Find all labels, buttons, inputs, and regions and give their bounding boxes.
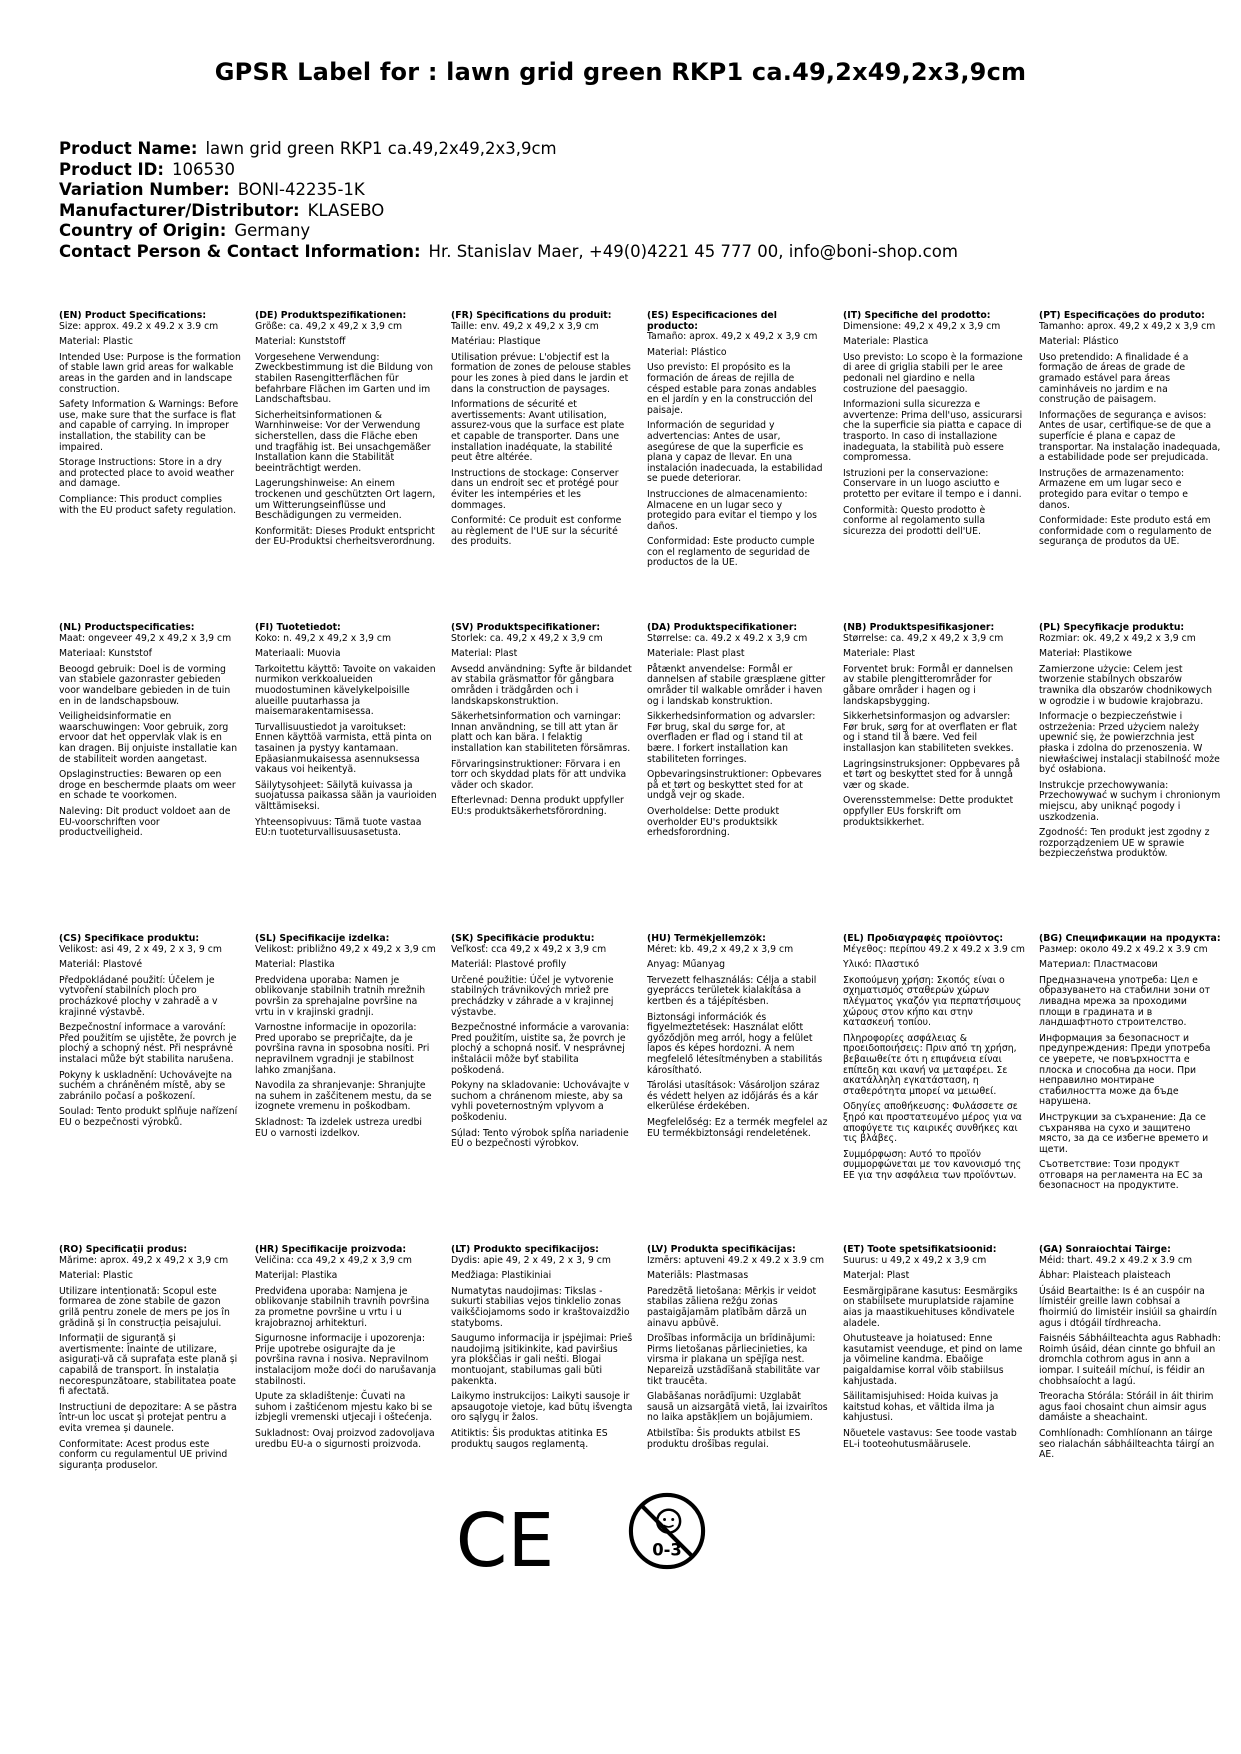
section-paragraph: Συμμόρφωση: Αυτό το προϊόν συμμορφώνεται με τον κανονισμό της ΕΕ για την ασφάλεια των προϊόντων.	[843, 1148, 1022, 1181]
language-section	[59, 1245, 241, 1476]
section-paragraph: Opbevaringsinstruktioner: Opbevares på et tørt og beskyttet sted for at undgå vejr og skade.	[647, 769, 822, 802]
section-paragraph: Dydis: apie 49, 2 x 49, 2 x 3, 9 cm	[451, 1254, 611, 1266]
section-heading: (HR) Specifikacije proizvoda:	[255, 1245, 407, 1255]
section-paragraph: Conformitate: Acest produs este conform cu regulamentul UE privind siguranța produselor.	[59, 1438, 228, 1471]
info-label: Product ID:	[59, 159, 164, 179]
info-value: Germany	[234, 221, 311, 240]
section-paragraph: Materiál: Plastové	[59, 959, 143, 971]
language-section	[843, 623, 1025, 833]
language-section	[255, 311, 437, 553]
section-paragraph: Instrucciones de almacenamiento: Almacene en un lugar seco y protegido para evitar el tiempo y los daños.	[647, 488, 817, 532]
product-info	[59, 139, 958, 262]
not-for-children-0-3-icon	[626, 1490, 708, 1572]
section-paragraph: Určené použitie: Účel je vytvorenie stabilných trávnikových mriež pre prechádzky v záhrade a v krajinnej výstavbe.	[451, 974, 614, 1018]
section-paragraph: Bezpečnostné informácie a varovania: Pred použitím, uistite sa, že povrch je plochý a schopná nosiť. V nesprávnej inštalácii môže byť stabilita poškodená.	[451, 1022, 630, 1076]
section-paragraph: Anyag: Műanyag	[647, 959, 726, 971]
language-section	[1039, 1245, 1221, 1466]
section-paragraph: Υλικό: Πλαστικό	[843, 959, 920, 971]
info-label: Country of Origin:	[59, 221, 227, 240]
section-paragraph: Størrelse: ca. 49,2 x 49,2 x 3,9 cm	[843, 632, 1004, 644]
ce-mark-icon	[455, 1504, 555, 1574]
section-paragraph: Размер: около 49.2 x 49.2 x 3.9 cm	[1039, 943, 1208, 955]
section-paragraph: Ábhar: Plaisteach plaisteach	[1039, 1270, 1171, 1282]
section-paragraph: Varnostne informacije in opozorila: Pred uporabo se prepričajte, da je površina ravna in sposobna nositi. Pri nepravilnem vgradnji je stabilnost lahko zmanjšana.	[255, 1022, 430, 1076]
section-paragraph: Treoracha Stórála: Stóráil in áit thirim agus faoi chosaint chun aimsir agus damáiste a sheachaint.	[1039, 1391, 1214, 1424]
section-paragraph: Beoogd gebruik: Doel is de vorming van stabiele gazonraster gebieden voor wandelbare gebieden in de tuin en in de landschapsbouw.	[59, 663, 231, 707]
language-section	[255, 1245, 437, 1455]
section-paragraph: Istruzioni per la conservazione: Conservare in un luogo asciutto e protetto per evitare il tempo e i danni.	[843, 467, 1022, 500]
section-heading: (NL) Productspecificaties:	[59, 623, 195, 633]
language-section	[59, 311, 241, 521]
section-paragraph: Информация за безопасност и предупреждения: Преди употреба се уверете, че повърхността е плоска и способна да носи. При неправилно монтиране стабилността може да бъде нарушена.	[1039, 1032, 1211, 1108]
age-range-text: 0-3	[652, 1540, 682, 1560]
section-paragraph: Utilizare intenționată: Scopul este formarea de zone stabile de gazon grilă pentru zonele de mers pe jos în grădină și în construcția peisajului.	[59, 1285, 230, 1329]
section-paragraph: Opslaginstructies: Bewaren op een droge en beschermde plaats om weer en schade te voorkomen.	[59, 769, 236, 802]
section-paragraph: Nõuetele vastavus: See toode vastab EL-i tooteohutusmäärusele.	[843, 1427, 1017, 1450]
section-paragraph: Laikymo instrukcijos: Laikyti sausoje ir apsaugotoje vietoje, kad būtų išvengta oro sąlygų ir žalos.	[451, 1391, 633, 1424]
section-paragraph: Vorgesehene Verwendung: Zweckbestimmung ist die Bildung von stabilen Rasengitterflächen für befahrbare Flächen im Garten und im Landschaftsbau.	[255, 351, 433, 406]
section-paragraph: Materjal: Plast	[843, 1270, 910, 1282]
section-paragraph: Πληροφορίες ασφάλειας & προειδοποιήσεις: Πριν από τη χρήση, βεβαιωθείτε ότι η επιφάνεια είναι επίπεδη και ικανή να μεταφέρει. Σε ακατάλληλη εγκατάσταση, η σταθερότητα μπορεί να μειωθεί.	[843, 1032, 1017, 1097]
section-paragraph: Tárolási utasítások: Vásároljon száraz és védett helyen az időjárás és a kár elkerülése érdekében.	[647, 1080, 820, 1113]
compliance-marks	[0, 1482, 1241, 1592]
section-paragraph: Veiligheidsinformatie en waarschuwingen: Voor gebruik, zorg ervoor dat het oppervlak vlak is en kan dragen. Bij onjuiste installatie kan de stabiliteit worden aangetast.	[59, 711, 238, 765]
section-heading: (PT) Especificações do produto:	[1039, 311, 1205, 321]
info-country	[59, 221, 958, 242]
section-heading: (SK) Špecifikácie produktu:	[451, 934, 595, 944]
section-paragraph: Instrucțiuni de depozitare: A se păstra într-un loc uscat și protejat pentru a evita vremea și daunele.	[59, 1401, 237, 1434]
section-paragraph: Lagerungshinweise: An einem trockenen und geschützten Ort lagern, um Witterungseinflüsse und Beschädigungen zu vermeiden.	[255, 478, 436, 522]
section-paragraph: Materiale: Plastica	[843, 336, 929, 348]
language-section	[647, 623, 829, 844]
section-paragraph: Navodila za shranjevanje: Shranjujte na suhem in zaščitenem mestu, da se izognete vremenu in poškodbam.	[255, 1080, 432, 1113]
section-heading: (PL) Specyfikacje produktu:	[1039, 623, 1185, 633]
section-paragraph: Predviđena uporaba: Namjena je oblikovanje stabilnih travnih površina za prometne površine u vrtu i u krajobraznoj arhitekturi.	[255, 1285, 430, 1329]
language-section	[59, 934, 241, 1134]
section-paragraph: Atitiktis: Šis produktas atitinka ES produktų saugos reglamentą.	[451, 1427, 608, 1450]
section-paragraph: Maat: ongeveer 49,2 x 49,2 x 3,9 cm	[59, 632, 232, 644]
section-paragraph: Størrelse: ca. 49.2 x 49.2 x 3,9 cm	[647, 632, 808, 644]
info-manufacturer	[59, 201, 958, 222]
section-paragraph: Medžiaga: Plastikiniai	[451, 1270, 552, 1282]
section-heading: (SL) Specifikacije izdelka:	[255, 934, 390, 944]
section-paragraph: Предназначена употреба: Цел е образуването на стабилни зони от ливадна мрежа за проходими площи в градината и в ландшафтното строителство.	[1039, 974, 1211, 1029]
section-heading: (ET) Toote spetsifikatsioonid:	[843, 1245, 997, 1255]
section-paragraph: Yhteensopivuus: Tämä tuote vastaa EU:n tuoteturvallisuusasetusta.	[255, 816, 422, 839]
section-paragraph: Sukladnost: Ovaj proizvod zadovoljava uredbu EU-a o sigurnosti proizvoda.	[255, 1427, 435, 1450]
section-heading: (NB) Produktspesifikasjoner:	[843, 623, 995, 633]
section-paragraph: Dimensione: 49,2 x 49,2 x 3,9 cm	[843, 320, 1001, 332]
section-paragraph: Compliance: This product complies with the EU product safety regulation.	[59, 493, 237, 516]
language-section	[255, 934, 437, 1144]
section-paragraph: Materiaal: Kunststof	[59, 648, 152, 660]
section-paragraph: Uso pretendido: A finalidade é a formação de áreas de grade de gramado estável para áreas caminháveis no jardim e na construção de paisagem.	[1039, 351, 1189, 406]
language-section	[843, 311, 1025, 542]
section-paragraph: Izmērs: aptuveni 49.2 x 49.2 x 3.9 cm	[647, 1254, 825, 1266]
section-paragraph: Utilisation prévue: L'objectif est la formation de zones de pelouse stables pour les zones à pied dans le jardin et dans la construction de paysages.	[451, 351, 631, 395]
section-paragraph: Intended Use: Purpose is the formation of stable lawn grid areas for walkable areas in the garden and in landscape construction.	[59, 351, 241, 395]
section-paragraph: Material: Plástico	[1039, 336, 1119, 348]
info-product-id	[59, 160, 958, 181]
section-paragraph: Méid: thart. 49.2 x 49.2 x 3.9 cm	[1039, 1254, 1193, 1266]
section-paragraph: Glabāšanas norādījumi: Uzglabāt sausā un aizsargātā vietā, lai izvairītos no laika apstākļiem un bojājumiem.	[647, 1391, 828, 1424]
info-variation-number	[59, 180, 958, 201]
language-section	[843, 1245, 1025, 1455]
section-paragraph: Informações de segurança e avisos: Antes de usar, certifique-se de que a superfície é plana e capaz de transportar. Na instalação inadequada, a estabilidade pode ser prejudicada.	[1039, 409, 1221, 464]
section-paragraph: Taille: env. 49,2 x 49,2 x 3,9 cm	[451, 320, 599, 332]
info-contact	[59, 242, 958, 263]
section-paragraph: Velikost: približno 49,2 x 49,2 x 3,9 cm	[255, 943, 436, 955]
section-paragraph: Material: Plastika	[255, 959, 335, 971]
section-paragraph: Инструкции за съхранение: Да се съхранява на сухо и защитено място, за да се избегне времето и щети.	[1039, 1111, 1209, 1155]
section-heading: (RO) Specificații produs:	[59, 1245, 188, 1255]
section-paragraph: Avsedd användning: Syfte är bildandet av stabila gräsmattor för gångbara områden i trädgården och i landskapskonstruktion.	[451, 663, 632, 707]
section-paragraph: Instructions de stockage: Conserver dans un endroit sec et protégé pour éviter les intempéries et les dommages.	[451, 467, 619, 511]
section-paragraph: Tamanho: aprox. 49,2 x 49,2 x 3,9 cm	[1039, 320, 1216, 332]
section-paragraph: Pokyny k uskladnění: Uchovávejte na suchém a chráněném místě, aby se zabránilo počasí a poškození.	[59, 1069, 233, 1102]
section-paragraph: Påtænkt anvendelse: Formål er dannelsen af stabile græsplæne gitter områder til walkable områder i haven og i landskab konstruktion.	[647, 663, 826, 707]
section-paragraph: Storlek: ca. 49,2 x 49,2 x 3,9 cm	[451, 632, 603, 644]
info-label: Contact Person & Contact Information:	[59, 241, 421, 261]
section-paragraph: Súlad: Tento výrobok spĺňa nariadenie EÚ o bezpečnosti výrobkov.	[451, 1127, 629, 1150]
section-paragraph: Οδηγίες αποθήκευσης: Φυλάσσετε σε ξηρό και προστατευμένο μέρος για να αποφύγετε τις καιρικές συνθήκες και τις βλάβες.	[843, 1101, 1022, 1145]
language-section	[451, 934, 633, 1155]
info-label: Variation Number:	[59, 180, 230, 199]
language-section	[647, 1245, 829, 1455]
section-paragraph: Rozmiar: ok. 49,2 x 49,2 x 3,9 cm	[1039, 632, 1196, 644]
section-paragraph: Säilytysohjeet: Säilytä kuivassa ja suojatussa paikassa sään ja vaurioiden välttämiseksi.	[255, 779, 437, 812]
section-heading: (GA) Sonraíochtaí Táirge:	[1039, 1245, 1171, 1255]
section-paragraph: Overholdelse: Dette produkt overholder EU's produktsikk erhedsforordning.	[647, 805, 780, 839]
info-value: BONI-42235-1K	[237, 180, 365, 199]
section-paragraph: Conformidad: Este producto cumple con el reglamento de seguridad de productos de la UE.	[647, 536, 815, 569]
section-paragraph: Säkerhetsinformation och varningar: Innan användning, se till att ytan är platt och kan bära. I felaktig installation kan stabiliteten försämras.	[451, 711, 631, 754]
section-paragraph: Материал: Пластмасови	[1039, 959, 1158, 971]
info-label: Manufacturer/Distributor:	[59, 200, 300, 220]
section-paragraph: Materiał: Plastikowe	[1039, 648, 1132, 660]
section-paragraph: Tervezett felhasználás: Célja a stabil gyepráccs területek kialakítása a kertben és a tájépítésben.	[647, 974, 817, 1007]
section-paragraph: Drošības informācija un brīdinājumi: Pirms lietošanas pārliecinieties, ka virsma ir plakana un spējīga nest. Nepareizā uzstādīšanā stabilitāte var tikt traucēta.	[647, 1333, 820, 1387]
section-paragraph: Megfelelőség: Ez a termék megfelel az EU termékbiztonsági rendeletének.	[647, 1116, 828, 1139]
section-paragraph: Faisnéis Sábháilteachta agus Rabhadh: Roimh úsáid, déan cinnte go bhfuil an dromchla cothrom agus in ann a iompar. I suiteáil míchuí, is féidir an chobhsaíocht a lagú.	[1039, 1333, 1221, 1387]
section-paragraph: Matériau: Plastique	[451, 336, 541, 348]
section-paragraph: Material: Plastic	[59, 1270, 133, 1282]
info-value: KLASEBO	[307, 200, 385, 220]
info-product-name	[59, 139, 958, 160]
section-paragraph: Material: Plast	[451, 648, 518, 660]
section-heading: (SV) Produktspecifikationer:	[451, 623, 601, 633]
section-paragraph: Materiaali: Muovia	[255, 648, 341, 660]
section-paragraph: Säilitamisjuhised: Hoida kuivas ja kaitstud kohas, et vältida ilma ja kahjustusi.	[843, 1391, 999, 1424]
section-paragraph: Förvaringsinstruktioner: Förvara i en torr och skyddad plats för att undvika väder och skador.	[451, 758, 627, 791]
ce-mark-text: CE	[455, 1504, 555, 1574]
section-paragraph: Conformidade: Este produto está em conformidade com o regulamento de segurança de produtos da UE.	[1039, 515, 1212, 548]
section-paragraph: Informacje o bezpieczeństwie i ostrzeżenia: Przed użyciem należy upewnić się, że powierzchnia jest płaska i zdolna do przenoszenia. W niewłaściwej instalacji stabilność może być osłabiona.	[1039, 711, 1220, 776]
section-paragraph: Comhlíonadh: Comhlíonann an táirge seo rialachán sábháilteachta táirgí an AE.	[1039, 1427, 1215, 1461]
section-paragraph: Uso previsto: El propósito es la formación de áreas de rejilla de césped estable para zonas andables en el jardín y en la construcción del paisaje.	[647, 362, 817, 416]
section-heading: (FI) Tuotetiedot:	[255, 623, 341, 633]
section-paragraph: Informations de sécurité et avertissements: Avant utilisation, assurez-vous que la surface est plate et capable de transporter. Dans une installation inadéquate, la stabilité peut être altérée.	[451, 399, 625, 464]
section-paragraph: Předpokládané použití: Účelem je vytvoření stabilních ploch pro procházkové plochy v zahradě a v krajinné výstavbě.	[59, 974, 218, 1018]
section-heading: (HU) Termékjellemzők:	[647, 934, 766, 944]
section-paragraph: Upute za skladištenje: Čuvati na suhom i zaštićenom mjestu kako bi se izbjegli vremenski utjecaji i oštećenja.	[255, 1391, 433, 1424]
section-heading: (CS) Specifikace produktu:	[59, 934, 200, 944]
section-paragraph: Materiale: Plast	[843, 648, 915, 660]
section-paragraph: Materiāls: Plastmasas	[647, 1270, 749, 1282]
section-paragraph: Veličina: cca 49,2 x 49,2 x 3,9 cm	[255, 1254, 412, 1266]
section-paragraph: Informații de siguranță și avertismente: Înainte de utilizare, asigurați-vă că suprafața este plană și capabilă de transport. În instalația necorespunzătoare, stabilitatea poate fi afectată.	[59, 1333, 238, 1398]
section-heading: (LT) Produkto specifikacijos:	[451, 1245, 599, 1255]
section-paragraph: Konformität: Dieses Produkt entspricht der EU-Produktsi cherheitsverordnung.	[255, 525, 436, 548]
section-paragraph: Suurus: u 49,2 x 49,2 x 3,9 cm	[843, 1254, 987, 1266]
info-value: 106530	[171, 159, 235, 179]
section-paragraph: Overensstemmelse: Dette produktet oppfyller EUs forskrift om produktsikkerhet.	[843, 795, 1014, 828]
section-paragraph: Koko: n. 49,2 x 49,2 x 3,9 cm	[255, 632, 392, 644]
section-paragraph: Material: Plástico	[647, 346, 727, 358]
section-paragraph: Material: Plastic	[59, 336, 133, 348]
section-heading: (EN) Product Specifications:	[59, 311, 207, 321]
language-section	[647, 934, 829, 1144]
section-paragraph: Съответствие: Този продукт отговаря на регламента на ЕС за безопасност на продуктите.	[1039, 1159, 1203, 1192]
section-paragraph: Material: Kunststoff	[255, 336, 346, 348]
language-section	[451, 1245, 633, 1455]
section-paragraph: Ohutusteave ja hoiatused: Enne kasutamist veenduge, et pind on lame ja võimeline kandma. Ebaõige paigaldamise korral võib stabiilsus kahjustada.	[843, 1333, 1023, 1387]
section-paragraph: Méret: kb. 49,2 x 49,2 x 3,9 cm	[647, 943, 794, 955]
section-paragraph: Sicherheitsinformationen & Warnhinweise: Vor der Verwendung sicherstellen, dass die Fläche eben und tragfähig ist. Bei unsachgemäßer Installation kann die Stabilität beeinträchtigt werden.	[255, 409, 431, 474]
section-paragraph: Sigurnosne informacije i upozorenja: Prije upotrebe osigurajte da je površina ravna i nosiva. Nepravilnom instalacijom može doći do narušavanja stabilnosti.	[255, 1333, 437, 1387]
section-paragraph: Pokyny na skladovanie: Uchovávajte v suchom a chránenom mieste, aby sa vyhli poveternostným vplyvom a poškodeniu.	[451, 1080, 630, 1123]
section-heading: (IT) Specifiche del prodotto:	[843, 311, 991, 321]
section-paragraph: Soulad: Tento produkt splňuje nařízení EU o bezpečnosti výrobků.	[59, 1106, 238, 1128]
language-section	[647, 311, 829, 574]
section-paragraph: Skladnost: Ta izdelek ustreza uredbi EU o varnosti izdelkov.	[255, 1116, 423, 1139]
language-section	[255, 623, 437, 844]
section-paragraph: Información de seguridad y advertencias: Antes de usar, asegúrese de que la superficie es plana y capaz de llevar. En una instalación inadecuada, la estabilidad se puede deteriorar.	[647, 420, 823, 485]
language-section	[1039, 311, 1221, 553]
section-paragraph: Lagringsinstruksjoner: Oppbevares på et tørt og beskyttet sted for å unngå vær og skade.	[843, 758, 1021, 791]
info-value: lawn grid green RKP1 ca.49,2x49,2x3,9cm	[205, 139, 557, 158]
section-paragraph: Paredzētā lietošana: Mērķis ir veidot stabilas zālienа režģu zonas pastaigājamām platībām dārzā un ainavu apbūvē.	[647, 1285, 817, 1329]
section-paragraph: Zgodność: Ten produkt jest zgodny z rozporządzeniem UE w sprawie bezpieczeństwa produktów.	[1039, 827, 1210, 860]
section-paragraph: Storage Instructions: Store in a dry and protected place to avoid weather and damage.	[59, 457, 235, 490]
section-paragraph: Zamierzone użycie: Celem jest tworzenie stabilnych obszarów trawnika dla obszarów chodnikowych w ogrodzie i w budowie krajobrazu.	[1039, 663, 1213, 707]
section-paragraph: Predvidena uporaba: Namen je oblikovanje stabilnih tratnih mrežnih površin za sprehajalne površine na vrtu in v krajinski gradnji.	[255, 974, 426, 1018]
language-section	[59, 623, 241, 844]
section-paragraph: Σκοπούμενη χρήση: Σκοπός είναι ο σχηματισμός σταθερών χώρων πλέγματος γκαζόν για περπατήσιμους χώρους στον κήπο και στην κατασκευή τοπίου.	[843, 974, 1022, 1029]
language-section	[451, 311, 633, 553]
section-paragraph: Instruções de armazenamento: Armazene em um lugar seco e protegido para evitar o tempo e danos.	[1039, 467, 1188, 511]
section-heading: (BG) Спецификации на продукта:	[1039, 934, 1221, 944]
section-paragraph: Atbilstība: Šis produkts atbilst ES produktu drošības regulai.	[647, 1427, 801, 1450]
section-paragraph: Size: approx. 49.2 x 49.2 x 3.9 cm	[59, 320, 219, 332]
section-paragraph: Úsáid Beartaithe: Is é an cuspóir na límistéir greille lawn cobhsaí a fhoirmiú do limistéir insiúil sa ghairdín agus i dtógáil tírdhreacha.	[1039, 1285, 1218, 1329]
section-paragraph: Saugumo informacija ir įspėjimai: Prieš naudojimą įsitikinkite, kad paviršius yra plokščias ir gali nešti. Blogai montuojant, stabilumas gali būti pakenkta.	[451, 1333, 633, 1387]
section-paragraph: Biztonsági információk és figyelmeztetések: Használat előtt győződjön meg arról, hogy a felület lapos és képes hordozni. A nem megfelelő létesítményben a stabilitás károsítható.	[647, 1011, 823, 1076]
section-paragraph: Instrukcje przechowywania: Przechowywać w suchym i chronionym miejscu, aby uniknąć pogody i uszkodzenia.	[1039, 779, 1221, 823]
section-paragraph: Turvallisuustiedot ja varoitukset: Ennen käyttöä varmista, että pinta on tasainen ja pystyy kantamaan. Epäasianmukaisessa asennuksessa vakaus voi heikentyä.	[255, 721, 432, 776]
language-section	[1039, 623, 1221, 865]
info-label: Product Name:	[59, 139, 198, 158]
section-paragraph: Naleving: Dit product voldoet aan de EU-voorschriften voor productveiligheid.	[59, 805, 231, 839]
section-paragraph: Conformité: Ce produit est conforme au règlement de l'UE sur la sécurité des produits.	[451, 515, 622, 548]
page-title: GPSR Label for : lawn grid green RKP1 ca.49,2x49,2x3,9cm	[214, 58, 1027, 86]
language-section	[451, 623, 633, 823]
section-paragraph: Μέγεθος: περίπου 49.2 x 49.2 x 3.9 cm	[843, 943, 1025, 955]
section-paragraph: Größe: ca. 49,2 x 49,2 x 3,9 cm	[255, 320, 403, 332]
section-paragraph: Mărime: aprox. 49,2 x 49,2 x 3,9 cm	[59, 1254, 229, 1266]
section-paragraph: Materiál: Plastové profily	[451, 959, 567, 971]
section-paragraph: Conformità: Questo prodotto è conforme al regolamento sulla sicurezza dei prodotti dell'UE.	[843, 504, 986, 537]
section-paragraph: Informazioni sulla sicurezza e avvertenze: Prima dell'uso, assicurarsi che la superficie sia piatta e capace di trasporto. In caso di installazione inadeguata, la stabilità può essere compromessa.	[843, 399, 1023, 464]
section-heading: (LV) Produkta specifikācijas:	[647, 1245, 796, 1255]
section-paragraph: Sikkerhedsinformation og advarsler: Før brug, skal du sørge for, at overfladen er flad og i stand til at bære. I forkert installation kan stabiliteten forringes.	[647, 711, 816, 765]
section-paragraph: Materiale: Plast plast	[647, 648, 745, 660]
section-paragraph: Veľkosť: cca 49,2 x 49,2 x 3,9 cm	[451, 943, 607, 955]
section-heading: (DE) Produktspezifikationen:	[255, 311, 407, 321]
section-paragraph: Bezpečnostní informace a varování: Před použitím se ujistěte, že povrch je plochý a schopný nést. Při nesprávné instalaci může být stabilita narušena.	[59, 1022, 237, 1065]
language-section	[1039, 934, 1221, 1197]
section-paragraph: Velikost: asi 49, 2 x 49, 2 x 3, 9 cm	[59, 943, 222, 955]
section-paragraph: Sikkerhetsinformasjon og advarsler: Før bruk, sørg for at overflaten er flat og i stand til å bære. Ved feil installasjon kan stabiliteten svekkes.	[843, 711, 1017, 754]
info-value: Hr. Stanislav Maer, +49(0)4221 45 777 00, info@boni-shop.com	[428, 241, 958, 261]
section-heading: (FR) Spécifications du produit:	[451, 311, 612, 321]
section-paragraph: Safety Information & Warnings: Before use, make sure that the surface is flat and capable of carrying. In improper installation, the stability can be impaired.	[59, 399, 239, 453]
section-heading: (EL) Προδιαγραφές προϊόντος:	[843, 934, 1004, 944]
section-paragraph: Efterlevnad: Denna produkt uppfyller EU:s produktsäkerhetsförordning.	[451, 795, 624, 817]
section-paragraph: Uso previsto: Lo scopo è la formazione di aree di griglia stabili per le aree pedonali nel giardino e nella costruzione del paesaggio.	[843, 351, 1023, 395]
section-paragraph: Materijal: Plastika	[255, 1270, 338, 1282]
section-paragraph: Numatytas naudojimas: Tikslas - sukurti stabilias vejos tinklelio zonas vaikščiojamoms sodo ir kraštovaizdžio statyboms.	[451, 1285, 630, 1329]
section-paragraph: Tamaño: aprox. 49,2 x 49,2 x 3,9 cm	[647, 331, 818, 343]
section-heading: (ES) Especificaciones del producto:	[647, 311, 777, 332]
section-paragraph: Eesmärgipärane kasutus: Eesmärgiks on stabiilsete muruplatside rajamine aias ja maastikuehituses kõndivatele aladele.	[843, 1285, 1018, 1329]
section-paragraph: Tarkoitettu käyttö: Tavoite on vakaiden nurmikon verkkoalueiden muodostuminen kävelykelpoisille alueille puutarhassa ja maisemarakentamisessa.	[255, 663, 436, 718]
section-paragraph: Forventet bruk: Formål er dannelsen av stabile plengitterområder for gåbare områder i hagen og i landskapsbygging.	[843, 663, 1013, 707]
language-section	[843, 934, 1025, 1186]
section-heading: (DA) Produktspecifikationer:	[647, 623, 798, 633]
